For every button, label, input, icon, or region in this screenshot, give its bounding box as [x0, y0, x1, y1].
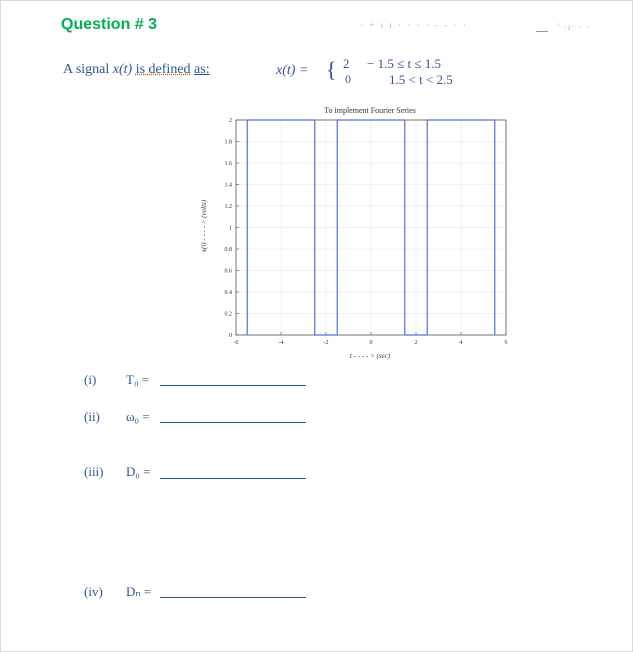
question-number-iv: (iv)	[84, 584, 103, 599]
y-tick-label: 1.4	[224, 182, 232, 189]
question-title: Question # 3	[61, 16, 158, 33]
y-tick-label: 0.8	[224, 247, 232, 253]
x-tick-label: 2	[414, 340, 418, 346]
answer-blank-ii[interactable]	[160, 422, 306, 423]
question-label-ii: ω₀ =	[126, 409, 150, 424]
question-label-iv: Dₙ =	[126, 584, 152, 599]
y-tick-label: 0.2	[224, 311, 232, 318]
y-tick-label: 0.4	[224, 290, 232, 296]
x-axis-label: t - - - - > (sec)	[349, 352, 391, 360]
signal-statement	[63, 62, 210, 78]
faint-dash	[536, 31, 548, 32]
y-axis-label: x(t) - - - - > (volts)	[200, 199, 208, 253]
x-tick-label: -2	[323, 340, 329, 346]
faint-header-text-2: ' ·ı· · ·	[558, 22, 590, 32]
equation-brace: {	[326, 57, 337, 82]
question-number-ii: (ii)	[84, 409, 100, 424]
case2-range: 1.5 < t < 2.5	[389, 72, 453, 87]
question-number-iii: (iii)	[84, 464, 104, 479]
x-tick-label: 4	[459, 340, 463, 346]
answer-blank-i[interactable]	[160, 385, 306, 386]
fourier-chart	[190, 100, 530, 368]
y-tick-label: 2	[229, 118, 232, 124]
x-tick-label: 0	[369, 340, 373, 346]
question-number-i: (i)	[84, 372, 97, 387]
y-tick-label: 1.6	[224, 161, 232, 167]
faint-header-text: · + ı ı · · · · - - · ·	[360, 20, 468, 30]
y-tick-label: 1.2	[224, 204, 232, 210]
signal-as: as:	[194, 62, 210, 77]
case2-value: 0	[345, 72, 351, 86]
case1-value: 2	[343, 56, 350, 71]
chart-title: To implement Fourier Series	[324, 106, 416, 115]
case1-range: − 1.5 ≤ t ≤ 1.5	[367, 56, 441, 71]
y-tick-label: 1	[229, 225, 232, 232]
y-tick-label: 0.6	[224, 268, 232, 275]
chart-ticks	[225, 118, 508, 346]
question-label-i: T₀ =	[126, 372, 150, 387]
signal-function: x(t)	[112, 62, 133, 77]
signal-prefix: A signal	[63, 62, 113, 77]
question-label-iii: D₀ =	[126, 464, 151, 479]
chart-grid	[236, 120, 506, 335]
x-tick-label: -4	[278, 340, 284, 346]
x-tick-label: -6	[233, 340, 239, 346]
y-tick-label: 0	[229, 333, 232, 339]
signal-defined: is defined	[135, 62, 191, 77]
equation-lhs: x(t) =	[276, 63, 309, 78]
y-tick-label: 1.8	[224, 139, 232, 146]
answer-blank-iv[interactable]	[160, 597, 306, 598]
x-tick-label: 6	[504, 340, 508, 346]
answer-blank-iii[interactable]	[160, 478, 306, 479]
